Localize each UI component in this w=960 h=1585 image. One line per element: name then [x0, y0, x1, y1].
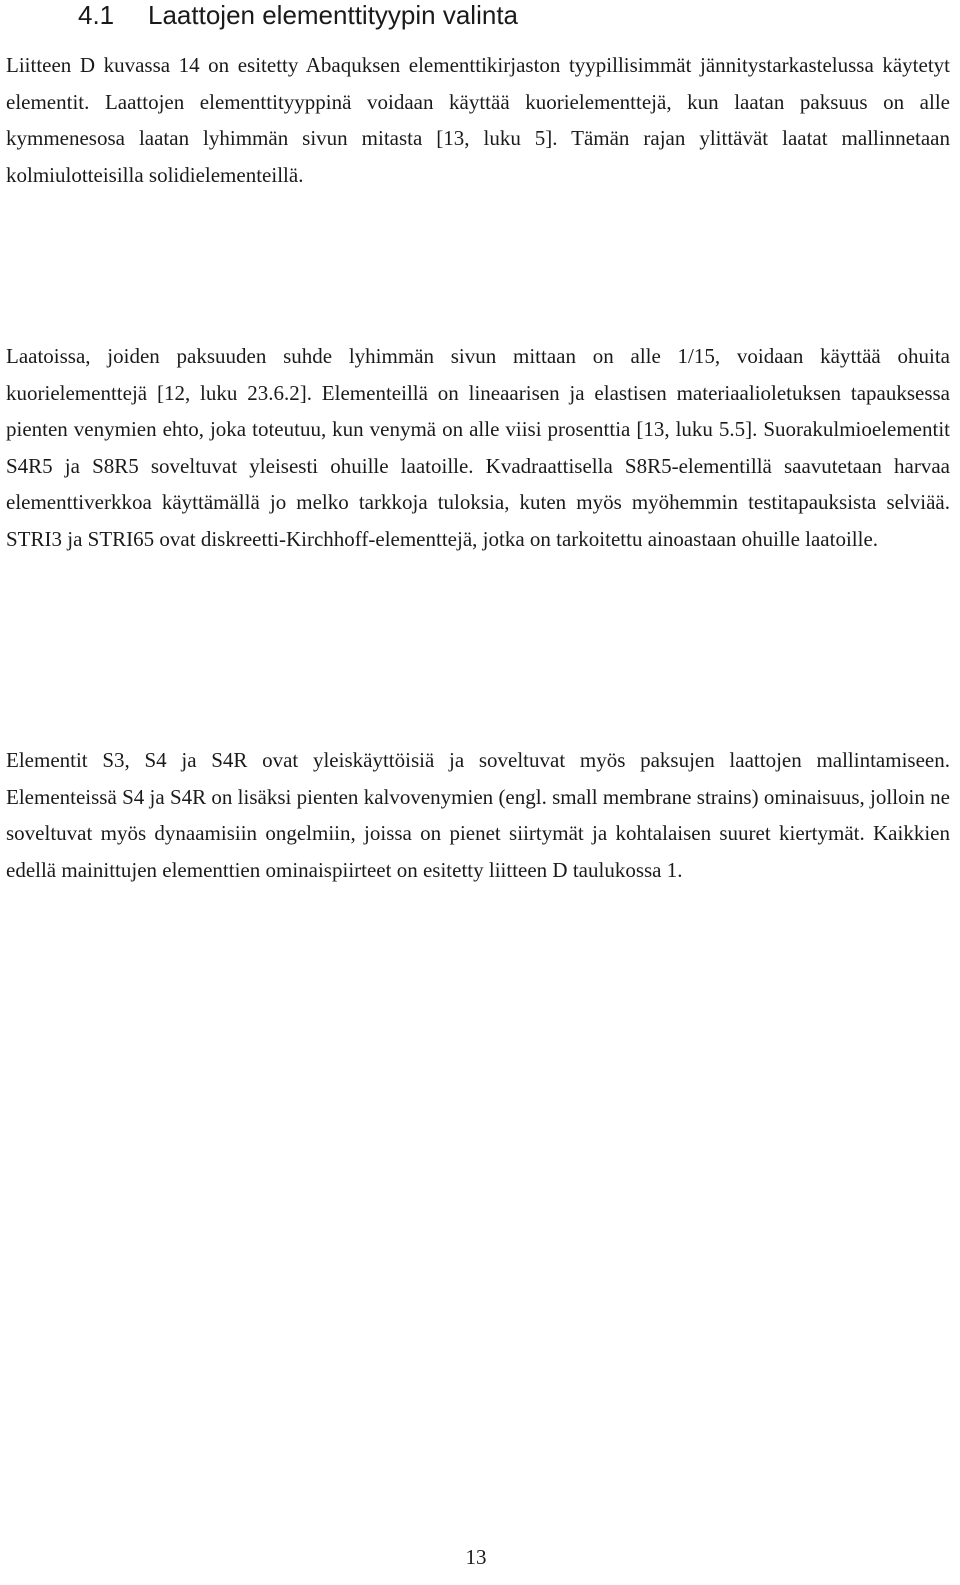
section-title: Laattojen elementtityypin valinta — [148, 0, 519, 30]
paragraph-element-library: Liitteen D kuvassa 14 on esitetty Abaquksen elementtikirjaston tyypillisimmät jännitystarkastelussa käytetyt elementit. Laattojen elementtityyppinä voidaan käyttää kuorielementtejä, kun laatan paksuus on alle kymmenesosa laatan lyhimmän sivun mitasta [13, luku 5]. Tämän rajan ylittävät laatat mallinnetaan kolmiulotteisilla solidielementeillä. — [6, 53, 950, 187]
page-number: 13 — [465, 1545, 487, 1569]
paragraph-general-purpose-elements: Elementit S3, S4 ja S4R ovat yleiskäyttöisiä ja soveltuvat myös paksujen laattojen mallintamiseen. Elementeissä S4 ja S4R on lisäksi pienten kalvovenymien (engl. small membrane strains) ominaisuus, jolloin ne soveltuvat myös dynaamisiin ongelmiin, joissa on pienet siirtymät ja kohtalaisen suuret kiertymät. Kaikkien edellä mainittujen elementtien ominaispiirteet on esitetty liitteen D taulukossa 1. — [6, 748, 950, 882]
paragraph-thin-shell-elements: Laatoissa, joiden paksuuden suhde lyhimmän sivun mittaan on alle 1/15, voidaan käyttää ohuita kuorielementtejä [12, luku 23.6.2]. Elementeillä on lineaarisen ja elastisen materiaalioletuksen tapauksessa pienten venymien ehto, joka toteutuu, kun venymä on alle viisi prosenttia [13, luku 5.5]. Suorakulmioelementit S4R5 ja S8R5 soveltuvat yleisesti ohuille laatoille. Kvadraattisella S8R5-elementillä saavutetaan harvaa elementtiverkkoa käyttämällä jo melko tarkkoja tuloksia, kuten myös myöhemmin testitapauksista selviää. STRI3 ja STRI65 ovat diskreetti-Kirchhoff-elementtejä, jotka on tarkoitettu ainoastaan ohuille laatoille. — [6, 344, 950, 551]
section-number: 4.1 — [78, 0, 115, 30]
section-heading — [78, 0, 518, 30]
